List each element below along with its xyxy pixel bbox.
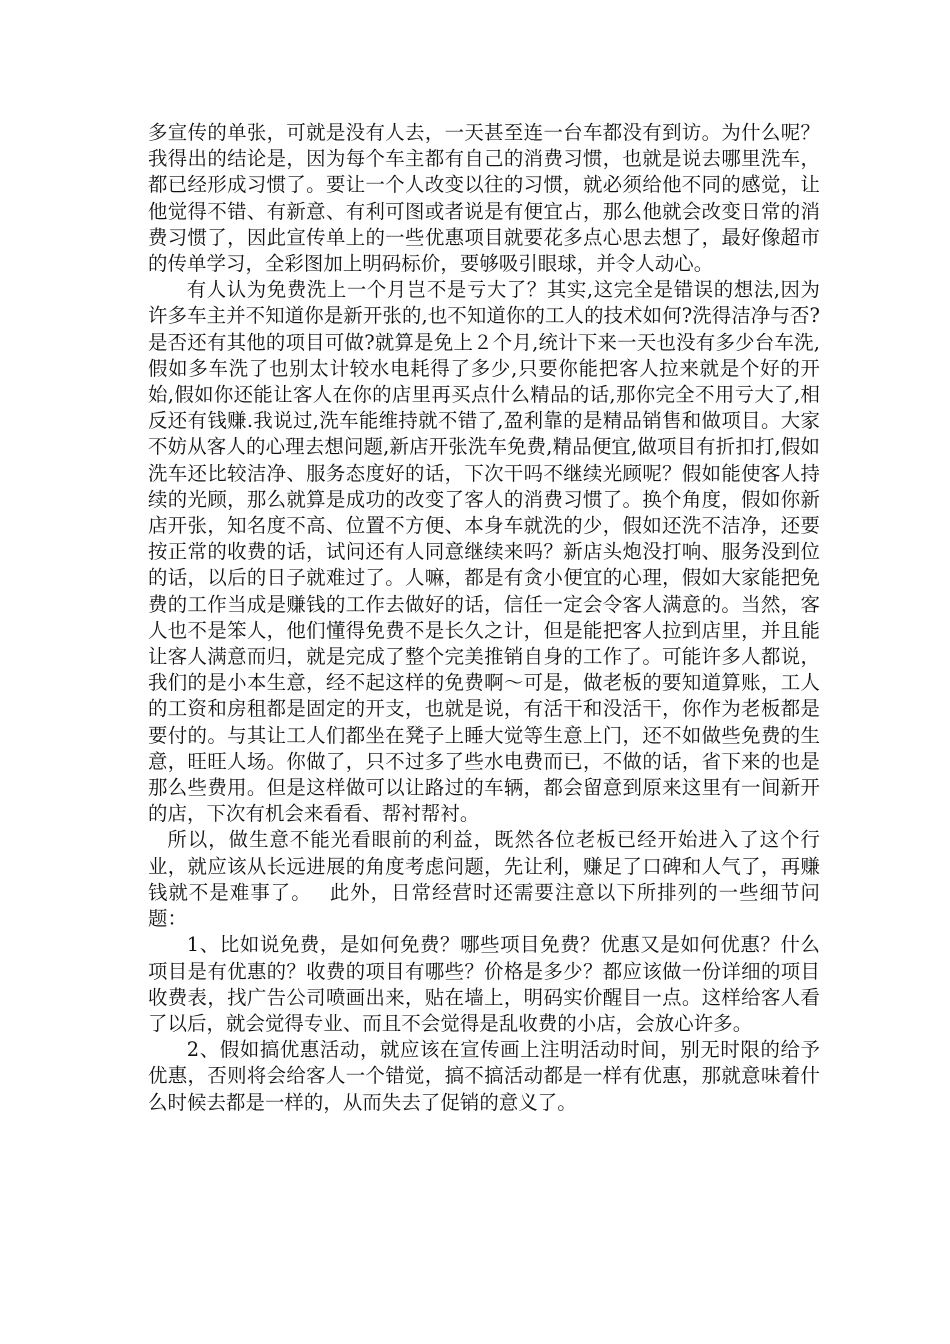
paragraph-5: 2、假如搞优惠活动，就应该在宣传画上注明活动时间，别无时限的给予优惠，否则将会给客人一个错觉，搞不搞活动都是一样有优惠，那就意味着什么时候去都是一样的，从而失去了促销的意义了。 <box>148 1038 820 1114</box>
paragraph-3: 所以，做生意不能光看眼前的利益，既然各位老板已经开始进入了这个行业，就应该从长远进展的角度考虑问题，先让利，赚足了口碑和人气了，再赚钱就不是难事了。 此外，日常经营时还需要注意以下所排列的一些细节问题： <box>148 828 820 931</box>
paragraph-1: 多宣传的单张，可就是没有人去，一天甚至连一台车都没有到访。为什么呢？我得出的结论是，因为每个车主都有自己的消费习惯，也就是说去哪里洗车，都已经形成习惯了。要让一个人改变以往的习惯，就必须给他不同的感觉，让他觉得不错、有新意、有利可图或者说是有便宜占，那么他就会改变日常的消费习惯了，因此宣传单上的一些优惠项目就要花多点心思去想了，最好像超市的传单学习，全彩图加上明码标价，要够吸引眼球，并令人动心。 <box>148 121 820 276</box>
document-page <box>148 120 820 1116</box>
paragraph-2: 有人认为免费洗上一个月岂不是亏大了？其实,这完全是错误的想法,因为许多车主并不知道你是新开张的,也不知道你的工人的技术如何?洗得洁净与否?是否还有其他的项目可做?就算是免上２个月,统计下来一天也没有多少台车洗,假如多车洗了也别太计较水电耗得了多少,只要你能把客人拉来就是个好的开始,假如你还能让客人在你的店里再买点什么精品的话,那你完全不用亏大了,相反还有钱赚.我说过,洗车能维持就不错了,盈利靠的是精品销售和做项目。大家不妨从客人的心理去想问题,新店开张洗车免费,精品便宜,做项目有折扣打,假如洗车还比较洁净、服务态度好的话，下次干吗不继续光顾呢？假如能使客人持续的光顾，那么就算是成功的改变了客人的消费习惯了。换个角度，假如你新店开张，知名度不高、位置不方便、本身车就洗的少，假如还洗不洁净，还要按正常的收费的话，试问还有人同意继续来吗？新店头炮没打响、服务没到位的话，以后的日子就难过了。人嘛，都是有贪小便宜的心理，假如大家能把免费的工作当成是赚钱的工作去做好的话，信任一定会令客人满意的。当然，客人也不是笨人，他们懂得免费不是长久之计，但是能把客人拉到店里，并且能让客人满意而归，就是完成了整个完美推销自身的工作了。可能许多人都说，我们的是小本生意，经不起这样的免费啊～可是，做老板的要知道算账，工人的工资和房租都是固定的开支，也就是说，有活干和没活干，你作为老板都是要付的。与其让工人们都坐在凳子上睡大觉等生意上门，还不如做些免费的生意，旺旺人场。你做了，只不过多了些水电费而已，不做的话，省下来的也是那么些费用。但是这样做可以让路过的车辆，都会留意到原来这里有一间新开的店，下次有机会来看看、帮衬帮衬。 <box>148 278 820 826</box>
paragraph-4: 1、比如说免费，是如何免费？哪些项目免费？优惠又是如何优惠？什么项目是有优惠的？收费的项目有哪些？价格是多少？都应该做一份详细的项目收费表，找广告公司喷画出来，贴在墙上，明码实价醒目一点。这样给客人看了以后，就会觉得专业、而且不会觉得是乱收费的小店，会放心许多。 <box>148 933 820 1035</box>
